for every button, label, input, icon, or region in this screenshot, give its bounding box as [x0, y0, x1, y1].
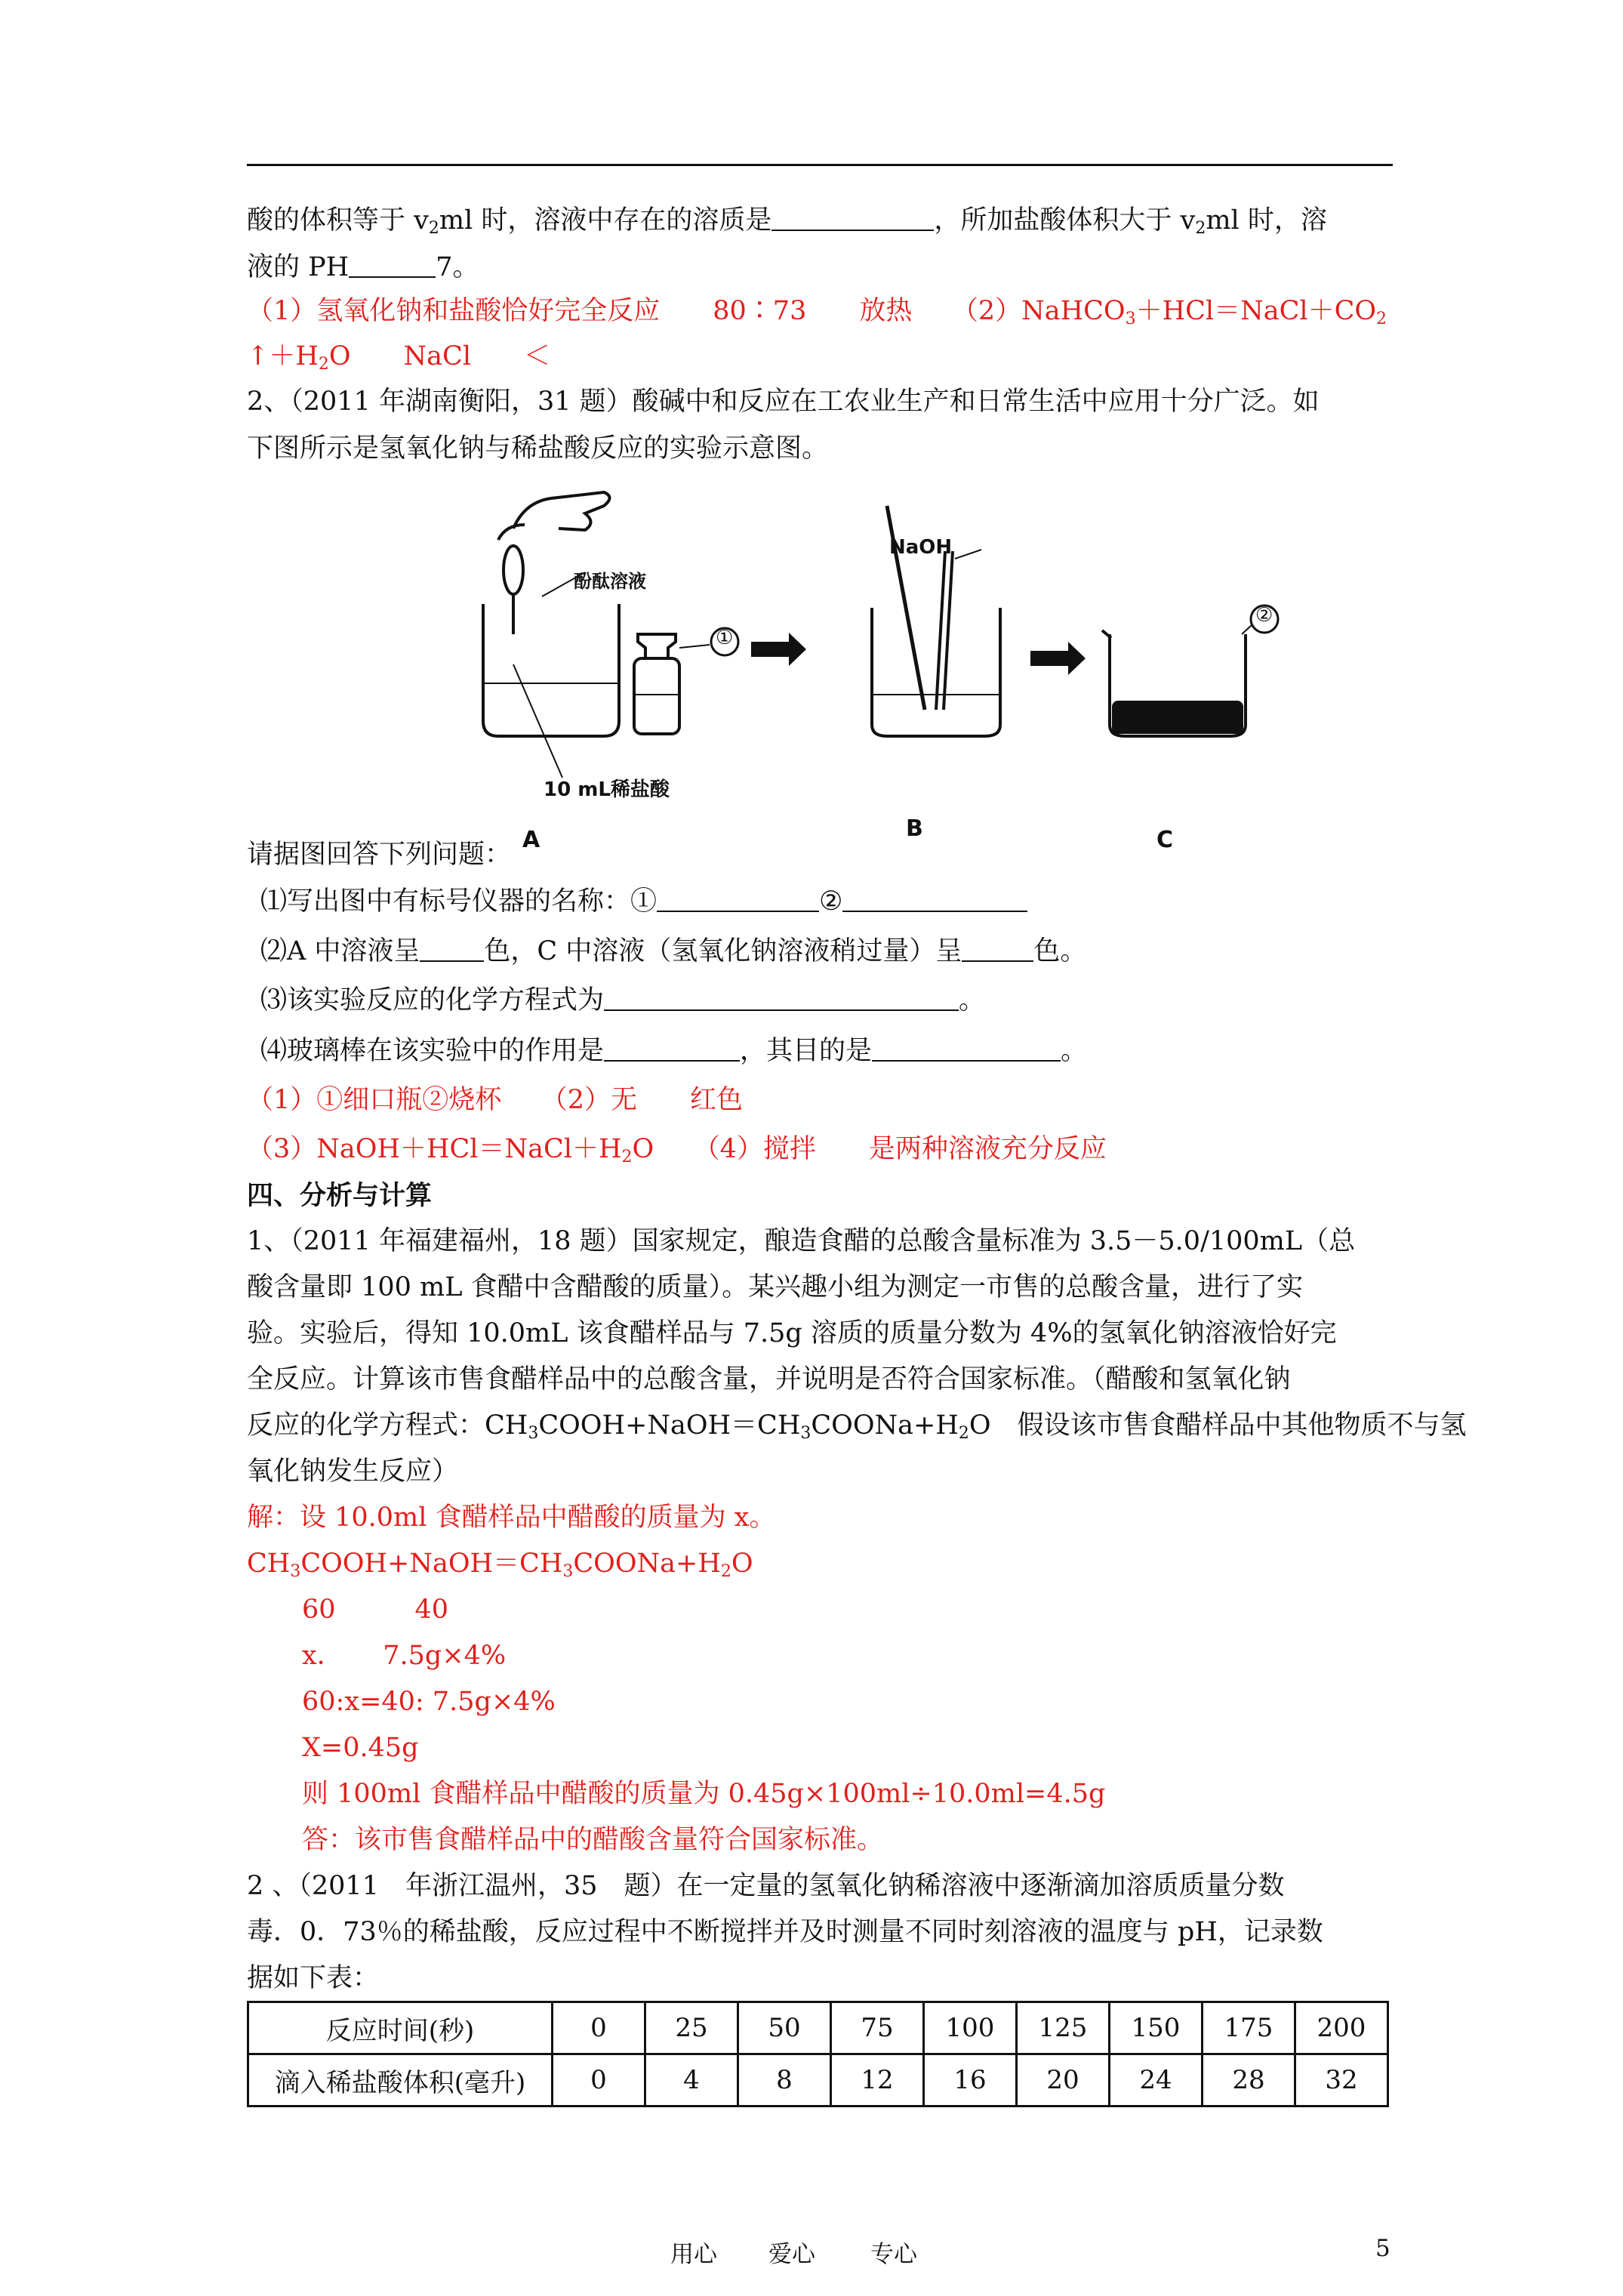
data-table — [247, 2001, 1389, 2107]
answer-blank — [962, 938, 1033, 962]
phenolphthalein-label: 酚酞溶液 — [574, 571, 646, 592]
q2-subquestion-4: ⑷玻璃棒在该实验中的作用是 ，其目的是 。 — [260, 1036, 1088, 1066]
table-row — [248, 2002, 1388, 2054]
table-cell: 8 — [738, 2054, 831, 2106]
solution-line2: $CH_3COOH+NaOH=CH_3COONa+H_2O$ — [247, 1549, 753, 1581]
footer-motto-2: 爱心 — [768, 2241, 815, 2268]
figure-label-a: A — [522, 827, 540, 853]
q2-answer-2: $(3)NaOH+HCl=NaCl+H_2O$ （4）搅拌 是两种溶液充分反应 — [247, 1134, 1107, 1166]
s4-q2-line1: 2 、（2011 年浙江温州，35 题）在一定量的氢氧化钠稀溶液中逐渐滴加溶质质量分数 — [247, 1871, 1285, 1901]
prev-question-line2: 液的 PH 7。 — [247, 252, 479, 282]
table-row-label: 反应时间(秒) — [248, 2002, 553, 2054]
solution-line6: X=0.45g — [302, 1733, 419, 1763]
answer-blank — [349, 254, 436, 278]
table-cell: 25 — [645, 2002, 738, 2054]
answer-blank — [842, 888, 1027, 912]
q2-subquestion-3: ⑶该实验反应的化学方程式为 。 — [260, 985, 986, 1015]
answer-blank — [604, 987, 959, 1011]
solution-line4: x． 7.5g×4% — [302, 1641, 507, 1671]
answer-blank — [657, 888, 819, 912]
solution-line5: 60:x=40: 7.5g×4% — [302, 1687, 556, 1717]
table-row — [248, 2054, 1388, 2106]
header-rule — [247, 164, 1393, 166]
s4-q1-line6: 氧化钠发生反应） — [247, 1456, 459, 1487]
table-cell: 125 — [1017, 2002, 1110, 2054]
prev-question-line1: 酸的体积等于 $v_2ml$ 时，溶液中存在的溶质是 ，所加盐酸体积大于 $v_2ml$ 时，溶 — [247, 205, 1327, 238]
table-row-label: 滴入稀盐酸体积(毫升) — [248, 2054, 553, 2106]
table-cell: 4 — [645, 2054, 738, 2106]
answer-blank — [420, 938, 484, 962]
q2-line2: 下图所示是氢氧化钠与稀盐酸反应的实验示意图。 — [247, 433, 829, 464]
solution-line3: 60 40 — [302, 1595, 449, 1625]
prev-answer-line2: $↑+H_2O$ NaCl ＜ — [247, 341, 551, 374]
prev-answer-line1: （1）氢氧化钠和盐酸恰好完全反应 80∶73 放热 $(2)NaHCO_3+HCl=NaCl+CO_2$ — [247, 296, 1387, 328]
solution-line1: 解：设 10.0ml 食醋样品中醋酸的质量为 x。 — [247, 1502, 776, 1533]
table-cell: 100 — [924, 2002, 1017, 2054]
page-number: 5 — [1375, 2235, 1390, 2262]
dilute-hcl-label: 10 mL稀盐酸 — [544, 778, 670, 801]
table-cell: 24 — [1110, 2054, 1203, 2106]
section-heading: 四、分析与计算 — [247, 1180, 433, 1211]
answer-blank — [872, 1037, 1061, 1062]
q2-subquestion-1: ⑴写出图中有标号仪器的名称：① ② — [260, 885, 1391, 918]
s4-q1-line3: 验。实验后，得知 10.0mL 该食醋样品与 7.5g 溶质的质量分数为 4%的氢氧化钠溶液恰好完 — [247, 1318, 1337, 1348]
table-cell: 32 — [1295, 2054, 1388, 2106]
solution-line8: 答：该市售食醋样品中的醋酸含量符合国家标准。 — [302, 1825, 884, 1855]
table-cell: 28 — [1203, 2054, 1295, 2106]
table-cell: 16 — [924, 2054, 1017, 2106]
solution-line7: 则 100ml 食醋样品中醋酸的质量为 0.45g×100ml÷10.0ml=4.5g — [302, 1779, 1106, 1809]
naoh-label: NaOH — [889, 536, 953, 559]
q2-prompt: 请据图回答下列问题： — [247, 840, 512, 870]
table-cell: 150 — [1110, 2002, 1203, 2054]
figure-label-b: B — [906, 815, 923, 842]
q2-line1: 2、（2011 年湖南衡阳，31 题）酸碱中和反应在工农业生产和日常生活中应用十分广泛。如 — [247, 387, 1320, 417]
s4-q1-line5: 反应的化学方程式：$CH_3COOH+NaOH=CH_3COONa+H_2O$ 假设该市售食醋样品中其他物质不与氢 — [247, 1410, 1467, 1443]
answer-blank — [771, 207, 934, 231]
figure-label-c: C — [1156, 827, 1174, 853]
table-cell: 0 — [553, 2054, 645, 2106]
table-cell: 20 — [1017, 2054, 1110, 2106]
s4-q2-line2: 毒．0．73％的稀盐酸，反应过程中不断搅拌并及时测量不同时刻溶液的温度与 pH，记录数 — [247, 1917, 1323, 1947]
q2-answer-1: （1）①细口瓶②烧杯 （2）无 红色 — [247, 1085, 744, 1115]
experiment-figure — [453, 483, 1283, 868]
s4-q2-line3: 据如下表： — [247, 1963, 380, 1993]
footer-motto-1: 用心 — [670, 2241, 717, 2268]
table-cell: 50 — [738, 2002, 831, 2054]
table-cell: 0 — [553, 2002, 645, 2054]
q2-subquestion-2: ⑵A 中溶液呈 色，C 中溶液（氢氧化钠溶液稍过量）呈 色。 — [260, 936, 1087, 966]
s4-q1-line4: 全反应。计算该市售食醋样品中的总酸含量，并说明是否符合国家标准。（醋酸和氢氧化钠 — [247, 1364, 1291, 1395]
table-cell: 75 — [831, 2002, 924, 2054]
answer-blank — [604, 1037, 740, 1062]
s4-q1-line1: 1、（2011 年福建福州，18 题）国家规定，酿造食醋的总酸含量标准为 3.5－5.0/100mL（总 — [247, 1226, 1356, 1256]
mark-2: ② — [1255, 604, 1273, 627]
s4-q1-line2: 酸含量即 100 mL 食醋中含醋酸的质量）。某兴趣小组为测定一市售的总酸含量，进行了实 — [247, 1272, 1304, 1302]
table-cell: 12 — [831, 2054, 924, 2106]
footer-motto-3: 专心 — [870, 2241, 917, 2268]
table-cell: 200 — [1295, 2002, 1388, 2054]
table-cell: 175 — [1203, 2002, 1295, 2054]
experiment-diagram — [453, 483, 1283, 868]
mark-1: ① — [716, 627, 734, 649]
